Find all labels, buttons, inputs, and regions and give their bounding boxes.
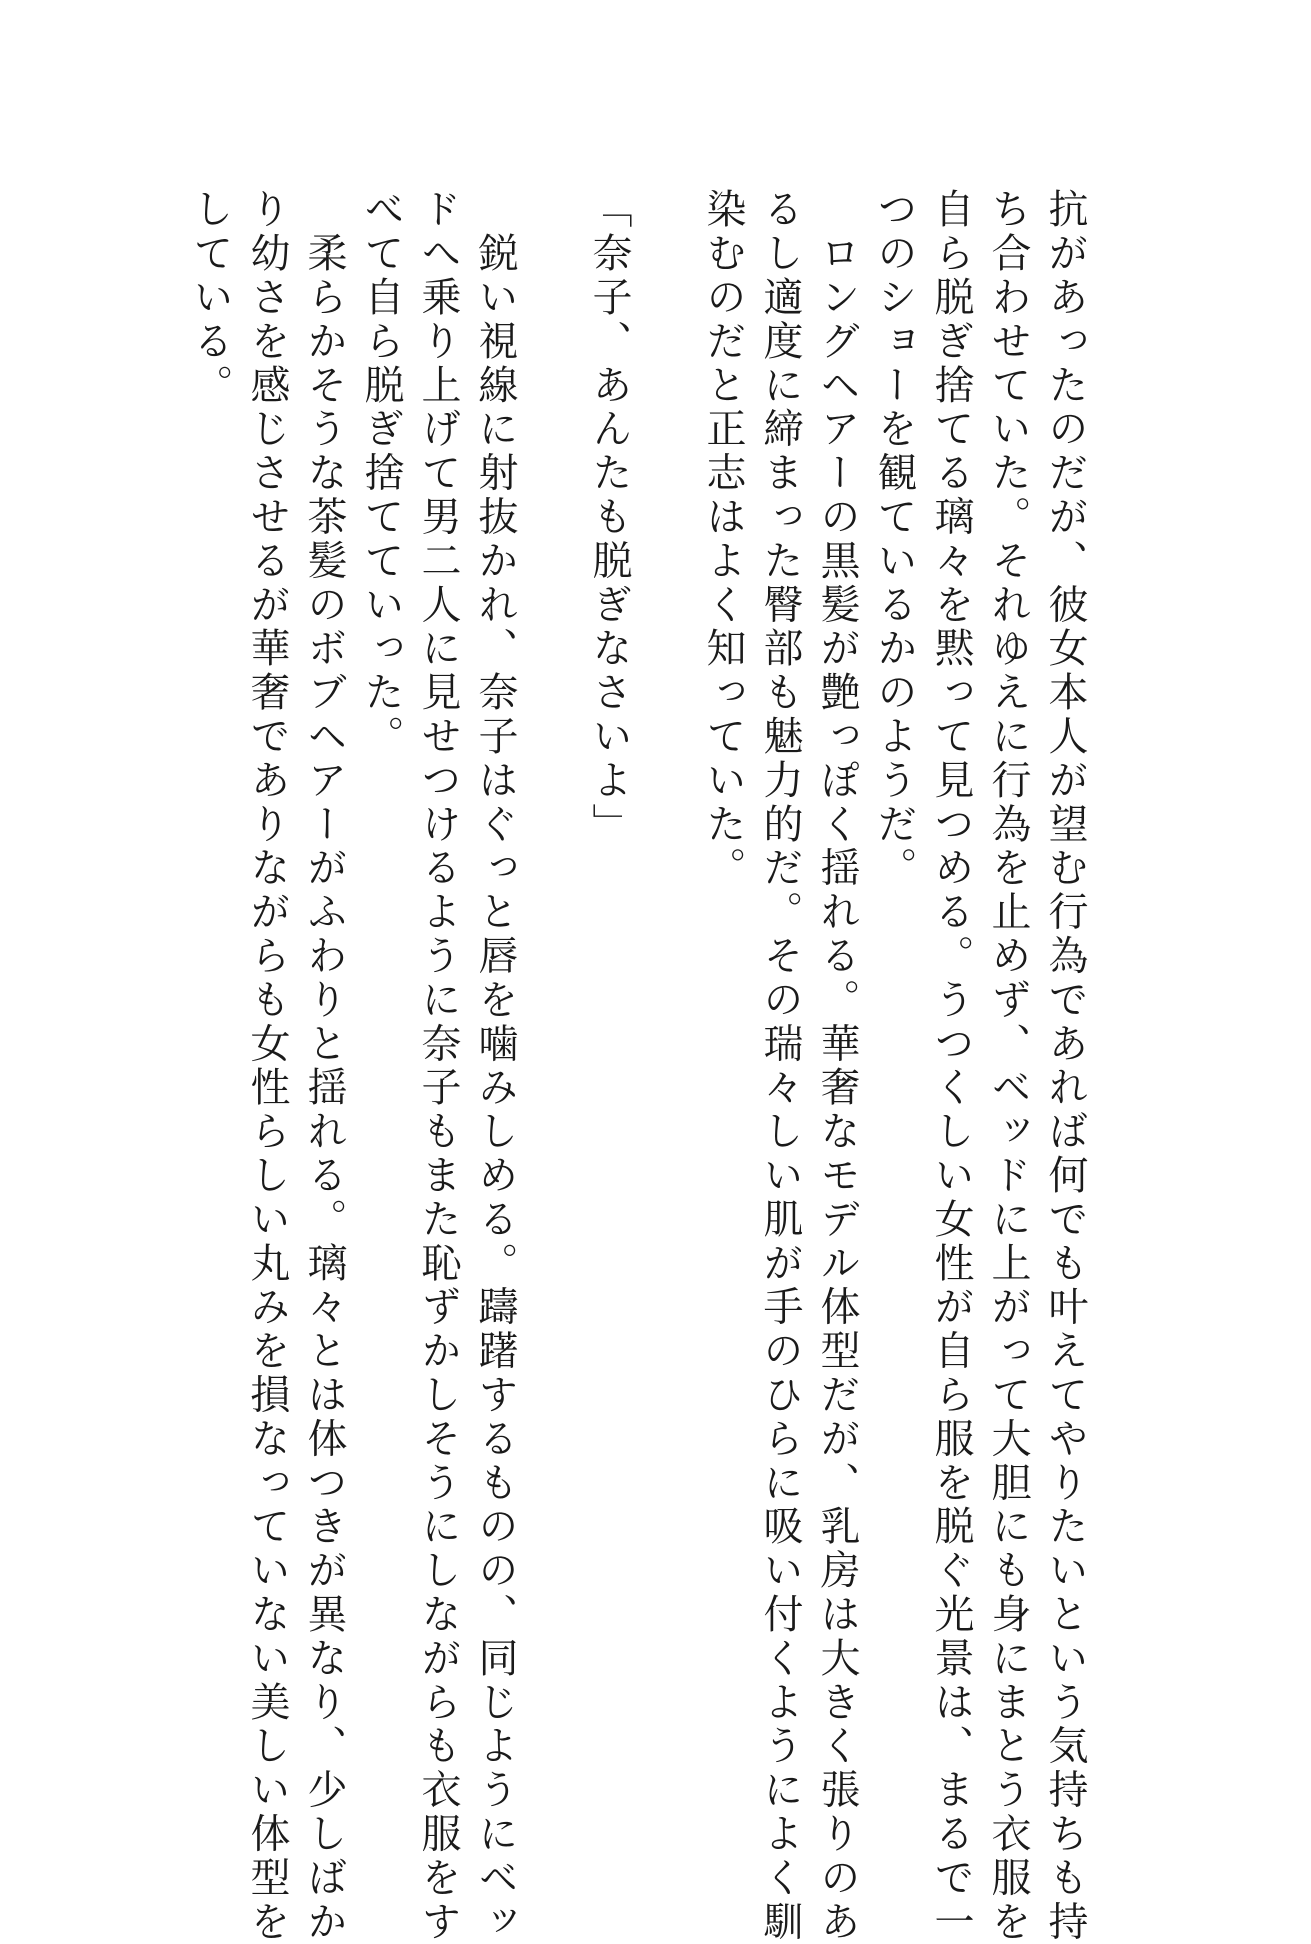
text-line: るし適度に締まった臀部も魅力的だ。その瑞々しい肌が手のひらに吸い付くようによく馴 xyxy=(757,188,803,1944)
dialogue-line: 「奈子、あんたも脱ぎなさいよ」 xyxy=(586,188,632,847)
text-line: している。 xyxy=(187,188,233,408)
text-line: べて自ら脱ぎ捨てていった。 xyxy=(358,188,404,759)
text-line: 柔らかそうな茶髪のボブヘアーがふわりと揺れる。璃々とは体つきが異なり、少しばか xyxy=(301,188,347,1944)
text-line: 自ら脱ぎ捨てる璃々を黙って見つめる。うつくしい女性が自ら服を脱ぐ光景は、まるで一 xyxy=(928,188,974,1944)
text-line: つのショーを観ているかのようだ。 xyxy=(871,188,917,891)
text-line: 抗があったのだが、彼女本人が望む行為であれば何でも叶えてやりたいという気持ちも持 xyxy=(1042,188,1088,1944)
text-line: り幼さを感じさせるが華奢でありながらも女性らしい丸みを損なっていない美しい体型を xyxy=(244,188,290,1944)
text-line: ロングヘアーの黒髪が艶っぽく揺れる。華奢なモデル体型だが、乳房は大きく張りのあ xyxy=(814,188,860,1944)
text-line: 染むのだと正志はよく知っていた。 xyxy=(700,188,746,891)
text-line: 鋭い視線に射抜かれ、奈子はぐっと唇を噛みしめる。躊躇するものの、同じようにベッ xyxy=(472,188,518,1944)
text-line: ドへ乗り上げて男二人に見せつけるように奈子もまた恥ずかしそうにしながらも衣服をす xyxy=(415,188,461,1944)
text-line: ち合わせていた。それゆえに行為を止めず、ベッドに上がって大胆にも身にまとう衣服を xyxy=(985,188,1031,1944)
